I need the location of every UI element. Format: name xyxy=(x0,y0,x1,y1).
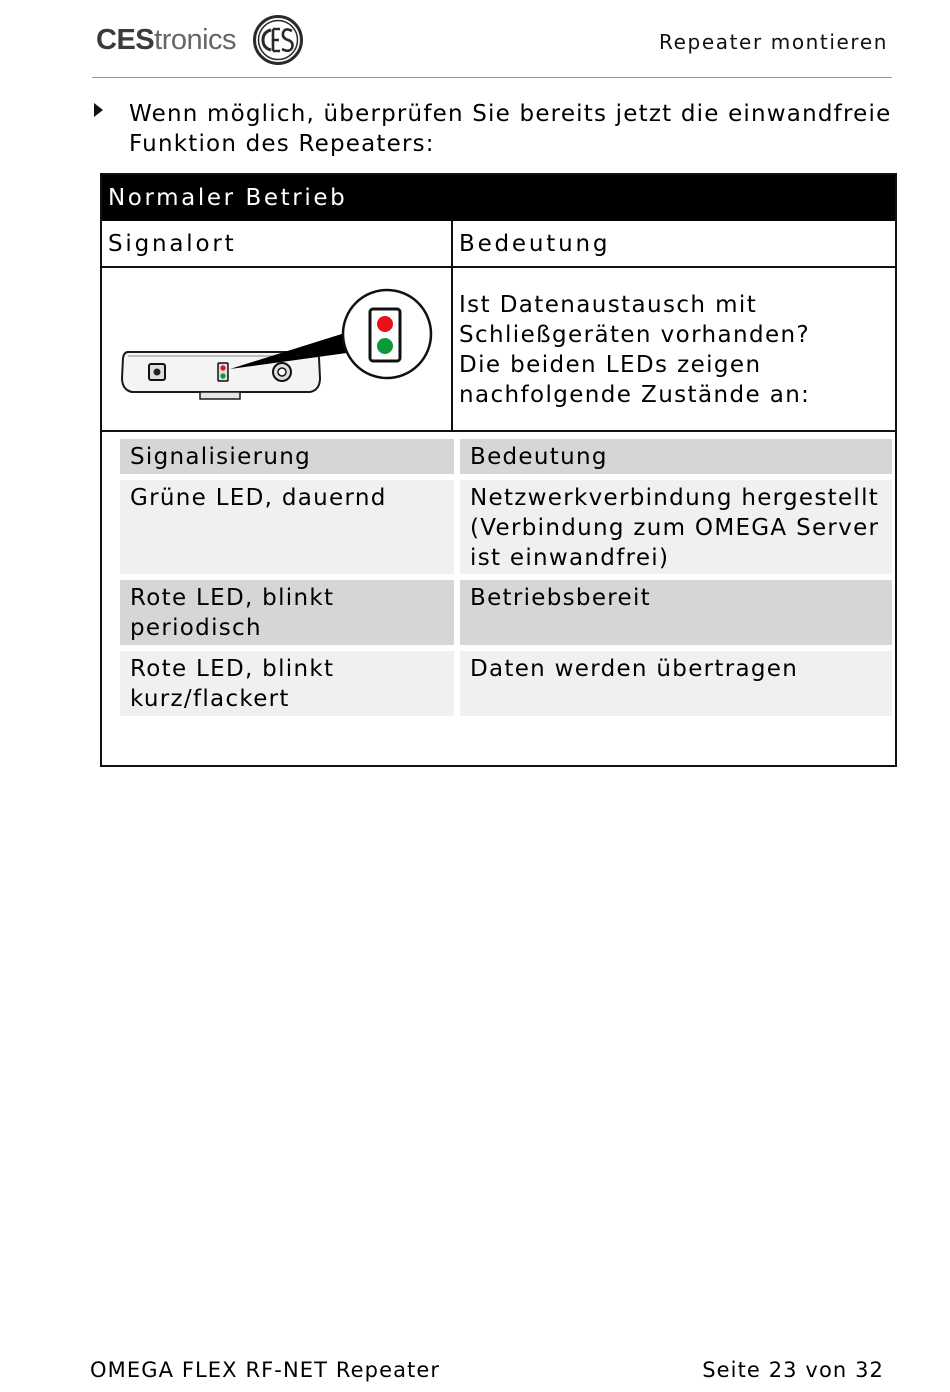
header-bedeutung: Bedeutung xyxy=(453,221,895,268)
description-line: Die beiden LEDs zeigen xyxy=(459,352,762,378)
signal-cell xyxy=(120,580,454,645)
signal-text: Grüne LED, dauernd xyxy=(130,485,387,511)
table-row xyxy=(120,480,892,574)
signal-cell xyxy=(120,651,454,716)
section-title: Repeater montieren xyxy=(659,30,888,54)
zoom-red-led xyxy=(377,316,393,332)
led-table-header xyxy=(120,439,892,474)
intro-instruction xyxy=(92,99,912,159)
intro-line: Funktion des Repeaters: xyxy=(129,131,435,157)
footer-product: OMEGA FLEX RF-NET Repeater xyxy=(90,1358,441,1382)
header-bedeutung-inner: Bedeutung xyxy=(460,439,892,474)
zoom-green-led xyxy=(377,338,393,354)
header-signalort: Signalort xyxy=(102,221,453,268)
meaning-cell xyxy=(460,651,892,716)
ces-seal-logo-icon xyxy=(252,14,304,66)
page-header xyxy=(92,12,892,78)
table-title: Normaler Betrieb xyxy=(102,175,895,221)
table-row xyxy=(120,651,892,716)
device-green-led xyxy=(220,373,225,378)
meaning-cell xyxy=(460,480,892,574)
repeater-led-illustration-icon xyxy=(102,268,449,430)
triangle-right-icon xyxy=(94,103,103,117)
meaning-cell xyxy=(460,580,892,645)
intro-line: Wenn möglich, überprüfen Sie bereits jetzt die einwandfreie xyxy=(129,101,892,127)
signal-description xyxy=(453,268,895,432)
description-line: Schließgeräten vorhanden? xyxy=(459,322,811,348)
signal-text: Rote LED, blinkt xyxy=(130,585,335,611)
meaning-text: Betriebsbereit xyxy=(470,585,651,611)
led-state-table xyxy=(120,439,892,722)
table-row xyxy=(120,580,892,645)
description-line: nachfolgende Zustände an: xyxy=(459,382,811,408)
signal-cell xyxy=(120,480,454,574)
device-red-led xyxy=(220,365,225,370)
meaning-text: (Verbindung zum OMEGA Server xyxy=(470,515,880,541)
normal-operation-table xyxy=(100,173,897,767)
signal-text: kurz/flackert xyxy=(130,686,290,712)
brand-logo-text: CEStronics xyxy=(96,24,237,56)
meaning-text: Netzwerkverbindung hergestellt xyxy=(470,485,880,511)
description-line: Ist Datenaustausch mit xyxy=(459,292,758,318)
signal-text: Rote LED, blinkt xyxy=(130,656,335,682)
signal-text: periodisch xyxy=(130,615,262,641)
header-signalisierung: Signalisierung xyxy=(120,439,454,474)
footer-page-number: Seite 23 von 32 xyxy=(702,1358,884,1382)
meaning-text: Daten werden übertragen xyxy=(470,656,799,682)
figure-cell xyxy=(102,268,453,432)
meaning-text: ist einwandfrei) xyxy=(470,545,670,571)
